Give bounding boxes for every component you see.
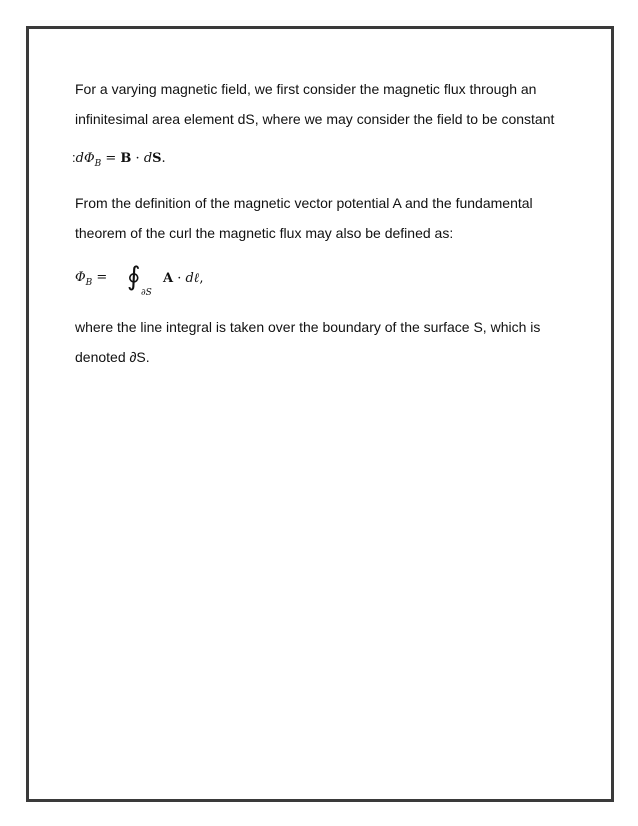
- paragraph-line-3: From the definition of the magnetic vector potential A and the fundamental: [75, 195, 533, 211]
- paragraph-line-2: infinitesimal area element dS, where we may consider the field to be constant: [75, 111, 555, 127]
- page-border: [26, 26, 614, 802]
- paragraph-line-1: For a varying magnetic field, we first consider the magnetic flux through an: [75, 81, 537, 97]
- equation-flux-element: $:d\Phi_B = B$ · dS.: [72, 150, 166, 169]
- equation-line-integral: $\Phi_B$ = ∮ ∂S A · dℓ,: [75, 262, 204, 298]
- paragraph-line-6: denoted ∂S.: [75, 349, 150, 365]
- bold-S-symbol: S: [245, 111, 255, 127]
- contour-integral-symbol: ∮: [127, 262, 141, 292]
- paragraph-line-4: theorem of the curl the magnetic flux may also be defined as:: [75, 225, 454, 241]
- bold-A-symbol: A: [392, 195, 402, 211]
- paragraph-line-5: where the line integral is taken over the boundary of the surface S, which is: [75, 319, 541, 335]
